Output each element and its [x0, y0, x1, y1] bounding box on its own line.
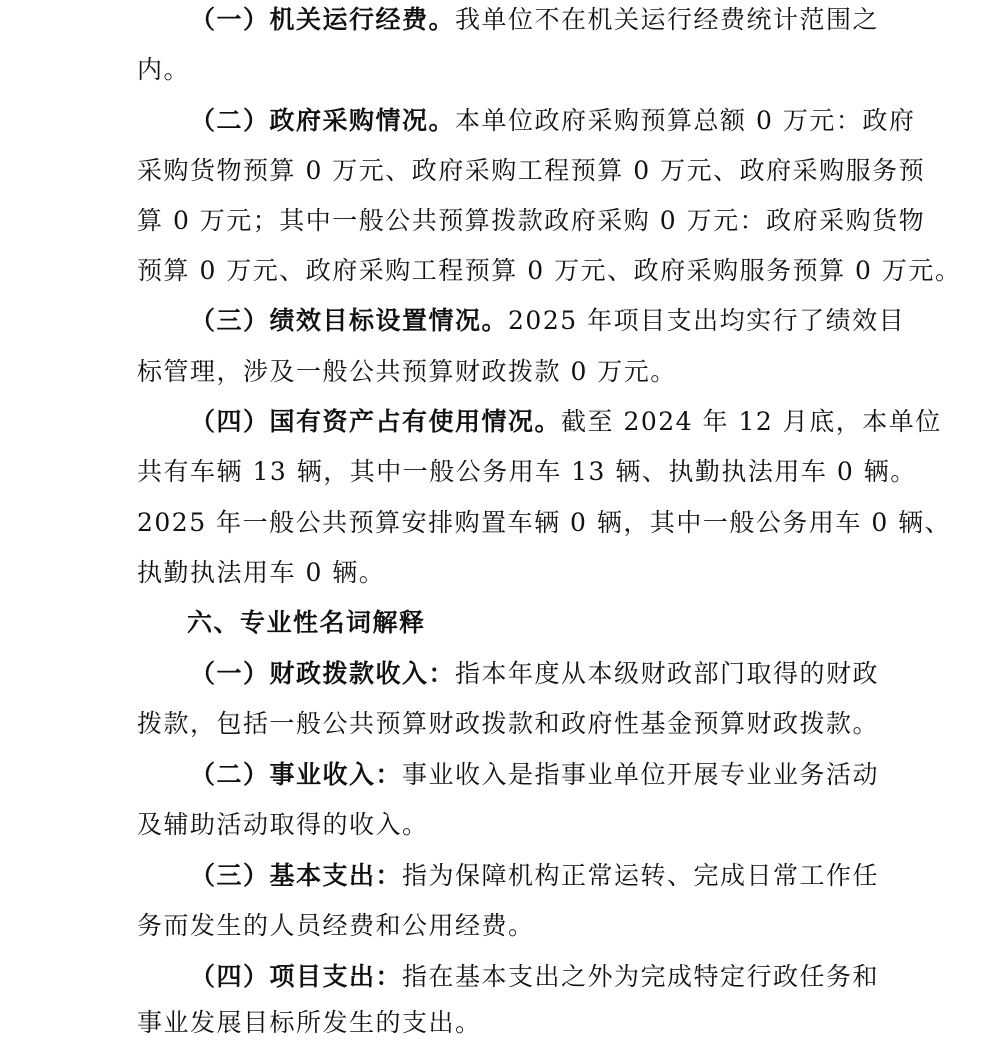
paragraph-line: 内。 — [137, 55, 191, 84]
paragraph-line: 2025 年一般公共预算安排购置车辆 0 辆，其中一般公务用车 0 辆、 — [137, 508, 952, 537]
paragraph-line — [190, 957, 879, 997]
paragraph-lead: （一）财政拨款收入： — [190, 659, 456, 688]
paragraph-line — [190, 0, 879, 40]
paragraph-line: 共有车辆 13 辆，其中一般公务用车 13 辆、执勤执法用车 0 辆。 — [137, 457, 917, 486]
paragraph-line: 算 0 万元；其中一般公共预算拨款政府采购 0 万元：政府采购货物 — [137, 206, 926, 235]
paragraph-text: 我单位不在机关运行经费统计范围之 — [455, 5, 880, 34]
paragraph-line: 事业发展目标所发生的支出。 — [137, 1008, 482, 1037]
paragraph-line — [190, 654, 879, 694]
paragraph-text: 指本年度从本级财政部门取得的财政 — [455, 659, 880, 688]
paragraph-line — [190, 755, 879, 795]
paragraph-lead: （三）绩效目标设置情况。 — [190, 306, 509, 335]
paragraph-lead: （二）事业收入： — [190, 760, 403, 789]
paragraph-line — [190, 301, 905, 341]
paragraph-line: 拨款，包括一般公共预算财政拨款和政府性基金预算财政拨款。 — [137, 709, 880, 738]
paragraph-line — [190, 402, 942, 442]
paragraph-lead: （四）国有资产占有使用情况。 — [190, 407, 562, 436]
paragraph-line: 标管理，涉及一般公共预算财政拨款 0 万元。 — [137, 357, 677, 386]
paragraph-line: 及辅助活动取得的收入。 — [137, 810, 429, 839]
paragraph-text: 本单位政府采购预算总额 0 万元：政府 — [455, 106, 916, 135]
paragraph-line: 采购货物预算 0 万元、政府采购工程预算 0 万元、政府采购服务预 — [137, 156, 926, 185]
paragraph-text: 指在基本支出之外为完成特定行政任务和 — [402, 962, 880, 991]
paragraph-lead: （一）机关运行经费。 — [190, 5, 456, 34]
paragraph-text: 指为保障机构正常运转、完成日常工作任 — [402, 861, 880, 890]
paragraph-lead: （三）基本支出： — [190, 861, 403, 890]
paragraph-text: 截至 2024 年 12 月底，本单位 — [561, 407, 942, 436]
paragraph-line: 预算 0 万元、政府采购工程预算 0 万元、政府采购服务预算 0 万元。 — [137, 256, 962, 285]
paragraph-text: 事业收入是指事业单位开展专业业务活动 — [402, 760, 880, 789]
paragraph-line — [190, 856, 879, 896]
paragraph-lead: （四）项目支出： — [190, 962, 403, 991]
paragraph-text: 2025 年项目支出均实行了绩效目 — [508, 306, 906, 335]
paragraph-line: 执勤执法用车 0 辆。 — [137, 558, 386, 587]
paragraph-lead: （二）政府采购情况。 — [190, 106, 456, 135]
paragraph-line: 务而发生的人员经费和公用经费。 — [137, 911, 535, 940]
section-heading: 六、专业性名词解释 — [187, 608, 426, 637]
paragraph-line — [190, 101, 915, 141]
